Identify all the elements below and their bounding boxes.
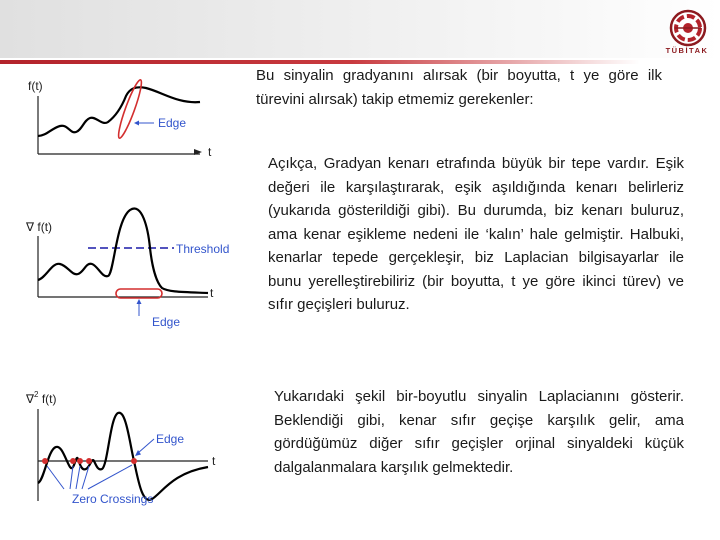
gradient-edge-label: Edge [152, 315, 181, 329]
laplacian-plot [22, 365, 262, 515]
zero-crossing-marker [86, 458, 92, 464]
laplacian-curve [38, 413, 208, 500]
zero-crossings-label: Zero Crossings [72, 492, 154, 506]
zero-crossing-marker [131, 458, 137, 464]
laplacian-xlabel: t [212, 454, 216, 468]
gradient-edge-arrowhead [137, 299, 142, 304]
zero-crossing-marker [77, 458, 83, 464]
paragraph-laplacian-explanation: Yukarıdaki şekil bir-boyutlu sinyalin Laplacianını gösterir. Beklendiği gibi, kenar sıfır geçişe karşılık gelir, ama gördüğümüz diğer sıfır geçişler orjinal sinyaldeki küçük dalgalanmalara karşılık gelmektedir. [274, 388, 684, 476]
gradient-plot [22, 192, 262, 332]
signal-xlabel: t [208, 145, 212, 159]
zero-crossing-arrow [47, 466, 64, 489]
zero-crossing-arrow [88, 465, 132, 489]
zero-crossing-marker [70, 458, 76, 464]
signal-edge-label: Edge [158, 116, 187, 130]
header-band [0, 0, 720, 58]
paragraph-gradient-explanation: Açıkça, Gradyan kenarı etrafında büyük bir tepe vardır. Eşik değeri ile karşılaştırarak, eşik aşıldığında kenarı belirleriz (yukarıda gösterildiği gibi). Bu durumda, biz kenarı buluruz, ama kenar eşikleme nedeni ile ‘kalın’ hale gelmiştir. Halbuki, kenarlar tepede gerçekleşir, biz Laplacian bilgisayarlar ile bunu yerelleştirebiliriz (bir boyutta, t ye göre ikinci türev) ve sıfır geçişleri buluruz. [268, 155, 684, 313]
signal-edge-arrowhead [134, 121, 139, 126]
paragraph-gradient-intro: Bu sinyalin gradyanını alırsak (bir boyutta, t ye göre ilk türevini alırsak) takip etmemiz gerekenler: [256, 67, 662, 108]
zero-crossing-arrow [76, 466, 80, 489]
logo-wordmark: TÜBİTAK [665, 46, 709, 55]
signal-ylabel: f(t) [28, 79, 43, 93]
zero-crossing-arrow [70, 466, 73, 489]
threshold-label: Threshold [176, 242, 230, 256]
laplacian-edge-label: Edge [156, 432, 185, 446]
gradient-xlabel: t [210, 286, 214, 300]
laplacian-ylabel: ∇$^2$ f(t) [26, 390, 57, 406]
zero-crossing-marker [42, 458, 48, 464]
laplacian-edge-arrow [138, 439, 154, 453]
gradient-ylabel: ∇ f(t) [26, 220, 53, 234]
